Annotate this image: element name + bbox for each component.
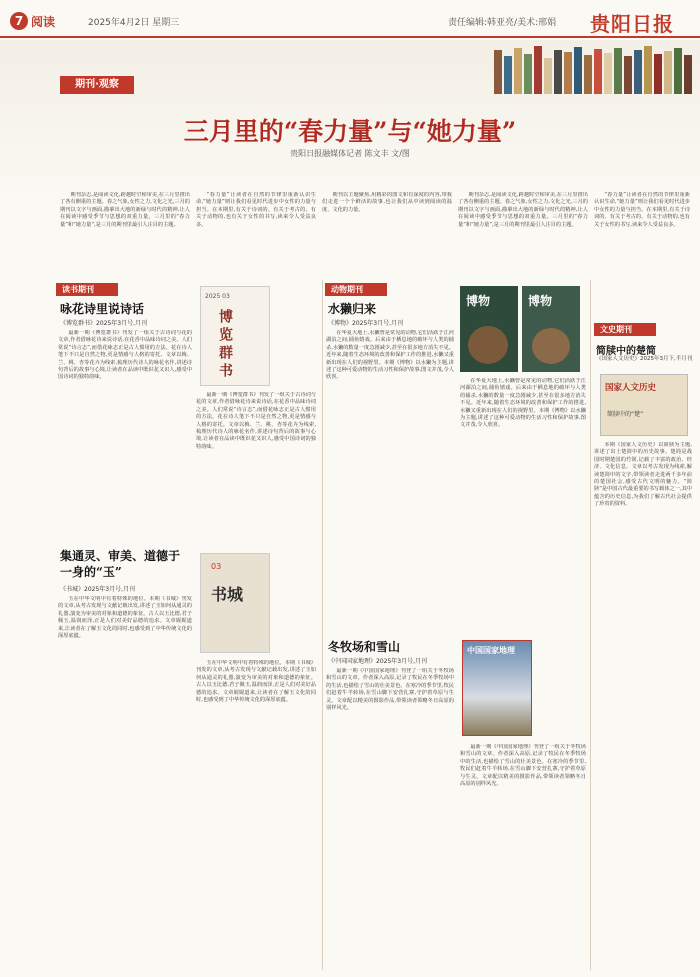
cover-bowu-2 — [522, 286, 580, 372]
feature-body-4: 期刊杂志,是阅读文化,跨越时空和审美,在三月里推出了各有侧重的主题。春之气象,女性之力,文化之光,三月的期刊以文字与画面,描摹出大地的新绿与时代的精神,让人在阅读中感受季节与思想的双重力量。三月里的“春力量”和“她力量”,是三月的期刊里最引人注目的主题。 — [458, 192, 588, 228]
section-name: 阅读 — [31, 15, 56, 29]
feature-intro: 期刊杂志,是阅读文化,跨越时空和审美,在三月里推出了各有侧重的主题。春之气象,女性之力,文化之光,三月的期刊以文字与画面,描摹出大地的新绿与时代的精神,让人在阅读中感受季节与思想的双重力量。三月里的“春力量”和“她力量”,是三月的期刊里最引人注目的主题。 — [60, 192, 190, 228]
article-body-dongke-2: 最新一期《中国国家地理》刊登了一组关于冬牧场和雪山的文章。作者深入高原,记录了牧民在冬季牧场中的生活,也描绘了雪山的壮美景色。在寒冷的季节里,牧民们赶着牛羊转场,在雪山脚下安营扎寨,守护着草原与生灵。文章配以精美的摄影作品,带领读者领略冬日高原的别样风光。 — [460, 744, 586, 788]
feature-body-5: “春力量”让读者在自然的节律里重新认识生命,“她力量”则让我们看见时代进步中女性的力量与担当。在本期里,有关于诗词的、有关于考古的、有关于动物的,也有关于女性的书写,读来令人受益良多。 — [594, 192, 690, 228]
cover-title-bowu-2: 博物 — [528, 294, 553, 308]
page-header — [0, 0, 700, 38]
cover-title-guojia: 中国国家地理 — [467, 645, 515, 655]
feature-banner: 期刊·观察 — [60, 76, 134, 94]
article-body-jianpu: 本期《国家人文历史》以简牍为主题,讲述了出土楚简中的历史故事。楚简是战国时期楚国的竹简,记载了丰富的政治、经济、文化信息。文章以考古发现为线索,解读楚简中的文字,带领读者走进两千多年前的楚国社会,感受古代文明的魅力。“简牍”是中国古代最重要的书写载体之一,其中蕴含的历史信息,为我们了解古代社会提供了珍贵的资料。 — [594, 442, 692, 508]
feature-body-2: “春力量”让读者在自然的节律里重新认识生命,“她力量”则让我们看见时代进步中女性的力量与担当。在本期里,有关于诗词的、有关于考古的、有关于动物的,也有关于女性的书写,读来令人受益良多。 — [196, 192, 316, 228]
article-source-shuita: 《博物》2025年3月号,月刊 — [328, 320, 403, 327]
article-title-shuita: 水獭归来 — [328, 302, 377, 316]
cover-issue-bolan: 2025 03 — [205, 293, 230, 300]
article-body-shuita: 在华夏大地上,水獭曾是常见的动物,它们活跃于江河湖泊之间,捕鱼嬉戏。后来由于栖息地的破坏与人类的捕杀,水獭的数量一度急剧减少,甚至在很多地方消失不见。近年来,随着生态环境的改善和保护工作的推进,水獭又重新出现在人们的视野里。本期《博物》以水獭为主题,讲述了这种可爱动物的生活习性和保护故事,图文并茂,令人欣喜。 — [326, 330, 454, 381]
cover-title-shucheng: 书城 — [211, 585, 244, 604]
otter-photo-2 — [532, 328, 570, 364]
issue-date: 2025年4月2日 星期三 — [88, 18, 180, 28]
article-body-jifeng-2: 玉在中华文明中有着特殊的地位。本期《书城》刊发的文章,从考古发现与文献记载出发,讲述了玉如何从通灵的礼器,演变为审美的对象和道德的象征。古人以玉比德,君子佩玉,温润而泽,正是人们对美好品德的追求。文章娓娓道来,让读者在了解玉文化的同时,也感受到了中华传统文化的深厚底蕴。 — [196, 660, 316, 704]
cover-bowu-1 — [460, 286, 518, 372]
article-source-jifeng: 《书城》2025年3月号,月刊 — [60, 586, 135, 593]
feature-byline: 贵阳日报融媒体记者 陈文丰 文/图 — [290, 149, 410, 158]
editor-credits: 责任编辑:韩亚亮/美术:邢娟 — [448, 18, 557, 28]
feature-title: 三月里的“春力量”与“她力量” — [183, 117, 517, 146]
cover-sub-renwen: 简牍中的“楚” — [607, 411, 644, 418]
section-label-wenshi: 文史期刊 — [594, 323, 656, 336]
cover-issue-shucheng: 03 — [211, 562, 222, 571]
cover-shucheng — [200, 553, 270, 653]
page-number: 7 — [10, 12, 28, 30]
column-divider-2 — [590, 280, 591, 970]
feature-body-3: 期刊以主题聚焦,用精彩的图文和有深度的内容,带我们走进一个个鲜活的故事,也让我们从中读到阅读的温度、文化的力量。 — [322, 192, 452, 213]
cover-title-renwen: 国家人文历史 — [605, 383, 657, 393]
otter-photo — [468, 326, 508, 364]
cover-guojia-dili — [462, 640, 532, 736]
article-source-jianpu: 《国家人文历史》2025年3月下,半月刊 — [596, 356, 693, 362]
article-title-shici: 咏花诗里说诗话 — [60, 302, 145, 316]
article-source-shici: 《博览群书》2025年3月号,月刊 — [60, 320, 147, 327]
article-body-jifeng: 玉在中华文明中有着特殊的地位。本期《书城》刊发的文章,从考古发现与文献记载出发,讲述了玉如何从通灵的礼器,演变为审美的对象和道德的象征。古人以玉比德,君子佩玉,温润而泽,正是人们对美好品德的追求。文章娓娓道来,让读者在了解玉文化的同时,也感受到了中华传统文化的深厚底蕴。 — [58, 596, 192, 640]
article-title-jianpu: 简牍中的楚简 — [596, 346, 656, 357]
article-body-shuita-2: 在华夏大地上,水獭曾是常见的动物,它们活跃于江河湖泊之间,捕鱼嬉戏。后来由于栖息地的破坏与人类的捕杀,水獭的数量一度急剧减少,甚至在很多地方消失不见。近年来,随着生态环境的改善和保护工作的推进,水獭又重新出现在人们的视野里。本期《博物》以水獭为主题,讲述了这种可爱动物的生活习性和保护故事,图文并茂,令人欣喜。 — [460, 378, 586, 429]
section-label-dongwu: 动物期刊 — [325, 283, 387, 296]
article-body-dongke: 最新一期《中国国家地理》刊登了一组关于冬牧场和雪山的文章。作者深入高原,记录了牧民在冬季牧场中的生活,也描绘了雪山的壮美景色。在寒冷的季节里,牧民们赶着牛羊转场,在雪山脚下安营扎寨,守护着草原与生灵。文章配以精美的摄影作品,带领读者领略冬日高原的别样风光。 — [326, 668, 454, 712]
column-divider — [322, 280, 323, 970]
section-label-qikan: 读书期刊 — [56, 283, 118, 296]
article-body-shici-2: 最新一期《博览群书》刊发了一组关于古诗词与花的文章,作者借咏花诗来说诗话,在花香中品味诗词之美。人们常说“诗言志”,而借花咏志正是古人惯用的方法。花在诗人笔下不只是自然之物,更是情感与人格的寄托。文章以梅、兰、桃、杏等花卉为线索,梳理历代诗人的咏花名作,讲述诗句背后的故事与心境,让读者在品读中既识花又识人,感受中国诗词的独特韵味。 — [196, 392, 316, 450]
cover-title-bolan: 博览群书 — [217, 309, 233, 381]
books-illustration — [494, 44, 694, 94]
cover-bolanqunshu — [200, 286, 270, 386]
article-body-shici: 最新一期《博览群书》刊发了一组关于古诗词与花的文章,作者借咏花诗来说诗话,在花香中品味诗词之美。人们常说“诗言志”,而借花咏志正是古人惯用的方法。花在诗人笔下不只是自然之物,更是情感与人格的寄托。文章以梅、兰、桃、杏等花卉为线索,梳理历代诗人的咏花名作,讲述诗句背后的故事与心境,让读者在品读中既识花又识人,感受中国诗词的独特韵味。 — [58, 330, 192, 381]
article-source-dongke: 《中国国家地理》2025年3月号,月刊 — [328, 658, 427, 665]
cover-renwen-lishi — [600, 374, 688, 436]
article-title-dongke: 冬牧场和雪山 — [328, 640, 401, 654]
newspaper-logo: 贵阳日报 — [590, 12, 674, 36]
article-title-jifeng: 集通灵、审美、道德于一身的“玉” — [60, 549, 181, 579]
cover-title-bowu-1: 博物 — [466, 294, 491, 308]
